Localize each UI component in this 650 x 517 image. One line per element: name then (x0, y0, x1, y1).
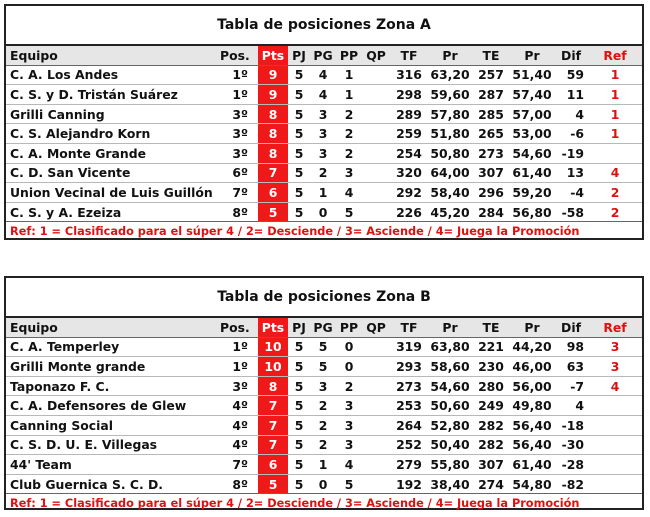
position-cell: 3º (232, 106, 248, 122)
pr-for-cell: 54,60 (430, 378, 470, 394)
points-cell: 7 (258, 163, 288, 183)
table-row (6, 124, 642, 144)
tf-cell: 192 (396, 476, 422, 492)
team-name-cell: C. S. y A. Ezeiza (10, 204, 122, 220)
team-name-cell: C. A. Los Andes (10, 67, 119, 83)
te-cell: 221 (478, 339, 504, 355)
team-name-cell: C. A. Temperley (10, 339, 120, 355)
played-cell: 5 (294, 358, 304, 374)
table-row (6, 104, 642, 124)
tf-cell: 292 (396, 184, 422, 200)
ref-cell: 2 (610, 204, 620, 220)
points-cell: 10 (258, 357, 288, 377)
lost-cell: 1 (344, 86, 354, 102)
zone-a-ref-note: Ref: 1 = Clasificado para el súper 4 / 2= Desciende / 3= Asciende / 4= Juega la Promoción (10, 225, 580, 239)
points-cell: 9 (258, 65, 288, 85)
points-cell: 10 (258, 337, 288, 357)
te-cell: 230 (478, 358, 504, 374)
zone-b-title: Tabla de posiciones Zona B (6, 278, 642, 318)
pr-for-cell: 58,60 (430, 358, 470, 374)
col-pg-header: PG (310, 318, 336, 337)
pr-against-cell: 49,80 (512, 398, 552, 414)
te-cell: 265 (478, 126, 504, 142)
zone-a-body (6, 65, 642, 222)
col-pj-header: PJ (288, 46, 310, 65)
te-cell: 285 (478, 106, 504, 122)
position-cell: 7º (232, 184, 248, 200)
table-row (6, 202, 642, 222)
team-name-cell: Club Guernica S. C. D. (10, 476, 163, 492)
tf-cell: 279 (396, 456, 422, 472)
position-cell: 6º (232, 165, 248, 181)
ref-cell: 1 (610, 126, 620, 142)
team-name-cell: C. A. Monte Grande (10, 145, 146, 161)
zone-a-standings (4, 4, 644, 240)
qp-cell (362, 202, 390, 222)
col-te-header: TE (472, 46, 510, 65)
col-pr-for-header: Pr (428, 318, 472, 337)
col-pr-against-header: Pr (510, 46, 554, 65)
position-cell: 4º (232, 417, 248, 433)
pr-for-cell: 63,80 (430, 339, 470, 355)
lost-cell: 3 (344, 417, 354, 433)
difference-cell: -7 (570, 378, 584, 394)
ref-cell: 1 (610, 86, 620, 102)
qp-cell (362, 396, 390, 416)
tf-cell: 259 (396, 126, 422, 142)
difference-cell: -19 (561, 145, 584, 161)
points-cell: 8 (258, 143, 288, 163)
col-pr-for-header: Pr (428, 46, 472, 65)
qp-cell (362, 415, 390, 435)
points-cell: 8 (258, 104, 288, 124)
col-pp-header: PP (336, 46, 362, 65)
played-cell: 5 (294, 106, 304, 122)
ref-cell (588, 474, 642, 494)
ref-cell (588, 455, 642, 475)
difference-cell: -28 (561, 456, 584, 472)
tf-cell: 264 (396, 417, 422, 433)
pr-for-cell: 38,40 (430, 476, 470, 492)
col-pp-header: PP (336, 318, 362, 337)
team-name-cell: Canning Social (10, 417, 113, 433)
te-cell: 273 (478, 145, 504, 161)
position-cell: 1º (232, 339, 248, 355)
played-cell: 5 (294, 184, 304, 200)
tf-cell: 316 (396, 67, 422, 83)
col-te-header: TE (472, 318, 510, 337)
position-cell: 3º (232, 145, 248, 161)
position-cell: 4º (232, 398, 248, 414)
lost-cell: 0 (344, 339, 354, 355)
pr-for-cell: 64,00 (430, 165, 470, 181)
lost-cell: 2 (344, 145, 354, 161)
lost-cell: 4 (344, 456, 354, 472)
won-cell: 0 (318, 204, 328, 220)
pr-against-cell: 54,60 (512, 145, 552, 161)
ref-cell: 4 (610, 378, 620, 394)
points-cell: 7 (258, 415, 288, 435)
played-cell: 5 (294, 339, 304, 355)
lost-cell: 5 (344, 476, 354, 492)
col-pj-header: PJ (288, 318, 310, 337)
tf-cell: 298 (396, 86, 422, 102)
points-cell: 9 (258, 85, 288, 105)
team-name-cell: C. S. y D. Tristán Suárez (10, 86, 178, 102)
zone-b-standings (4, 276, 644, 510)
pr-against-cell: 44,20 (512, 339, 552, 355)
qp-cell (362, 85, 390, 105)
lost-cell: 3 (344, 165, 354, 181)
won-cell: 3 (318, 378, 328, 394)
team-name-cell: C. S. D. U. E. Villegas (10, 437, 158, 453)
ref-cell: 3 (610, 358, 620, 374)
played-cell: 5 (294, 437, 304, 453)
table-row (6, 376, 642, 396)
team-name-cell: 44' Team (10, 456, 72, 472)
tf-cell: 319 (396, 339, 422, 355)
col-equipo-header: Equipo (6, 46, 220, 65)
pr-for-cell: 52,80 (430, 417, 470, 433)
lost-cell: 1 (344, 67, 354, 83)
table-row (6, 474, 642, 494)
tf-cell: 293 (396, 358, 422, 374)
pr-for-cell: 50,40 (430, 437, 470, 453)
position-cell: 8º (232, 476, 248, 492)
difference-cell: 4 (575, 398, 584, 414)
position-cell: 4º (232, 437, 248, 453)
won-cell: 3 (318, 106, 328, 122)
col-pos-header: Pos. (220, 46, 258, 65)
qp-cell (362, 357, 390, 377)
te-cell: 282 (478, 437, 504, 453)
team-name-cell: C. D. San Vicente (10, 165, 131, 181)
lost-cell: 2 (344, 106, 354, 122)
zone-a-title: Tabla de posiciones Zona A (6, 6, 642, 46)
points-cell: 6 (258, 183, 288, 203)
col-tf-header: TF (390, 46, 428, 65)
te-cell: 307 (478, 456, 504, 472)
lost-cell: 2 (344, 378, 354, 394)
tf-cell: 289 (396, 106, 422, 122)
ref-cell (588, 396, 642, 416)
played-cell: 5 (294, 204, 304, 220)
pr-against-cell: 61,40 (512, 165, 552, 181)
team-name-cell: Grilli Monte grande (10, 358, 146, 374)
team-name-cell: Taponazo F. C. (10, 378, 110, 394)
table-row (6, 337, 642, 357)
won-cell: 3 (318, 145, 328, 161)
lost-cell: 3 (344, 398, 354, 414)
qp-cell (362, 65, 390, 85)
pr-for-cell: 55,80 (430, 456, 470, 472)
qp-cell (362, 143, 390, 163)
points-cell: 6 (258, 455, 288, 475)
qp-cell (362, 104, 390, 124)
table-row (6, 143, 642, 163)
col-qp-header: QP (362, 318, 390, 337)
col-pos-header: Pos. (220, 318, 258, 337)
position-cell: 1º (232, 358, 248, 374)
col-pts-header: Pts (258, 46, 288, 65)
pr-for-cell: 59,60 (430, 86, 470, 102)
zone-b-header-row (6, 318, 642, 337)
ref-cell: 2 (610, 184, 620, 200)
played-cell: 5 (294, 145, 304, 161)
qp-cell (362, 124, 390, 144)
pr-against-cell: 56,40 (512, 437, 552, 453)
table-row (6, 396, 642, 416)
table-row (6, 163, 642, 183)
won-cell: 5 (318, 358, 328, 374)
table-row (6, 435, 642, 455)
table-row (6, 357, 642, 377)
pr-against-cell: 61,40 (512, 456, 552, 472)
lost-cell: 4 (344, 184, 354, 200)
col-ref-header: Ref (588, 318, 642, 337)
played-cell: 5 (294, 398, 304, 414)
won-cell: 2 (318, 417, 328, 433)
difference-cell: 4 (575, 106, 584, 122)
ref-cell: 3 (610, 339, 620, 355)
points-cell: 7 (258, 396, 288, 416)
difference-cell: 98 (566, 339, 584, 355)
table-row (6, 65, 642, 85)
pr-for-cell: 58,40 (430, 184, 470, 200)
won-cell: 1 (318, 456, 328, 472)
qp-cell (362, 376, 390, 396)
difference-cell: 11 (566, 86, 584, 102)
pr-against-cell: 57,00 (512, 106, 552, 122)
te-cell: 307 (478, 165, 504, 181)
qp-cell (362, 474, 390, 494)
pr-for-cell: 45,20 (430, 204, 470, 220)
won-cell: 4 (318, 86, 328, 102)
zone-b-ref-note: Ref: 1 = Clasificado para el súper 4 / 2= Desciende / 3= Asciende / 4= Juega la Promoción (10, 497, 580, 511)
te-cell: 257 (478, 67, 504, 83)
team-name-cell: C. A. Defensores de Glew (10, 398, 187, 414)
pr-against-cell: 51,40 (512, 67, 552, 83)
played-cell: 5 (294, 67, 304, 83)
te-cell: 284 (478, 204, 504, 220)
difference-cell: -6 (570, 126, 584, 142)
pr-for-cell: 51,80 (430, 126, 470, 142)
te-cell: 249 (478, 398, 504, 414)
table-row (6, 415, 642, 435)
pr-against-cell: 54,80 (512, 476, 552, 492)
te-cell: 296 (478, 184, 504, 200)
pr-against-cell: 59,20 (512, 184, 552, 200)
difference-cell: -30 (561, 437, 584, 453)
lost-cell: 2 (344, 126, 354, 142)
points-cell: 8 (258, 376, 288, 396)
pr-against-cell: 56,00 (512, 378, 552, 394)
position-cell: 3º (232, 126, 248, 142)
difference-cell: -4 (570, 184, 584, 200)
tf-cell: 273 (396, 378, 422, 394)
te-cell: 280 (478, 378, 504, 394)
pr-against-cell: 53,00 (512, 126, 552, 142)
played-cell: 5 (294, 476, 304, 492)
tf-cell: 254 (396, 145, 422, 161)
ref-cell (588, 435, 642, 455)
col-qp-header: QP (362, 46, 390, 65)
won-cell: 4 (318, 67, 328, 83)
pr-for-cell: 50,80 (430, 145, 470, 161)
qp-cell (362, 337, 390, 357)
played-cell: 5 (294, 456, 304, 472)
won-cell: 5 (318, 339, 328, 355)
team-name-cell: Grilli Canning (10, 106, 105, 122)
tf-cell: 252 (396, 437, 422, 453)
won-cell: 1 (318, 184, 328, 200)
tf-cell: 253 (396, 398, 422, 414)
pr-against-cell: 56,80 (512, 204, 552, 220)
difference-cell: -82 (561, 476, 584, 492)
position-cell: 1º (232, 86, 248, 102)
col-pg-header: PG (310, 46, 336, 65)
table-row (6, 183, 642, 203)
pr-for-cell: 50,60 (430, 398, 470, 414)
table-row (6, 455, 642, 475)
won-cell: 0 (318, 476, 328, 492)
points-cell: 5 (258, 474, 288, 494)
won-cell: 2 (318, 165, 328, 181)
te-cell: 287 (478, 86, 504, 102)
position-cell: 1º (232, 67, 248, 83)
zone-a-header-row (6, 46, 642, 65)
position-cell: 3º (232, 378, 248, 394)
played-cell: 5 (294, 417, 304, 433)
difference-cell: 13 (566, 165, 584, 181)
col-ref-header: Ref (588, 46, 642, 65)
difference-cell: 59 (566, 67, 584, 83)
col-pr-against-header: Pr (510, 318, 554, 337)
qp-cell (362, 163, 390, 183)
ref-cell: 1 (610, 67, 620, 83)
won-cell: 2 (318, 398, 328, 414)
played-cell: 5 (294, 86, 304, 102)
points-cell: 5 (258, 202, 288, 222)
pr-for-cell: 57,80 (430, 106, 470, 122)
col-dif-header: Dif (554, 46, 588, 65)
pr-against-cell: 57,40 (512, 86, 552, 102)
col-dif-header: Dif (554, 318, 588, 337)
col-pts-header: Pts (258, 318, 288, 337)
zone-a-table (6, 46, 642, 222)
tf-cell: 226 (396, 204, 422, 220)
difference-cell: -58 (561, 204, 584, 220)
pr-against-cell: 46,00 (512, 358, 552, 374)
pr-for-cell: 63,20 (430, 67, 470, 83)
pr-against-cell: 56,40 (512, 417, 552, 433)
tf-cell: 320 (396, 165, 422, 181)
col-tf-header: TF (390, 318, 428, 337)
played-cell: 5 (294, 126, 304, 142)
te-cell: 274 (478, 476, 504, 492)
points-cell: 8 (258, 124, 288, 144)
position-cell: 8º (232, 204, 248, 220)
position-cell: 7º (232, 456, 248, 472)
zone-b-table (6, 318, 642, 494)
team-name-cell: Union Vecinal de Luis Guillón (10, 184, 213, 200)
won-cell: 3 (318, 126, 328, 142)
zone-b-body (6, 337, 642, 494)
won-cell: 2 (318, 437, 328, 453)
col-equipo-header: Equipo (6, 318, 220, 337)
qp-cell (362, 455, 390, 475)
difference-cell: 63 (566, 358, 584, 374)
ref-cell (588, 415, 642, 435)
ref-cell: 1 (610, 106, 620, 122)
lost-cell: 0 (344, 358, 354, 374)
ref-cell (588, 143, 642, 163)
qp-cell (362, 435, 390, 455)
points-cell: 7 (258, 435, 288, 455)
ref-cell: 4 (610, 165, 620, 181)
te-cell: 282 (478, 417, 504, 433)
lost-cell: 5 (344, 204, 354, 220)
lost-cell: 3 (344, 437, 354, 453)
team-name-cell: C. S. Alejandro Korn (10, 126, 151, 142)
difference-cell: -18 (561, 417, 584, 433)
played-cell: 5 (294, 378, 304, 394)
table-row (6, 85, 642, 105)
played-cell: 5 (294, 165, 304, 181)
qp-cell (362, 183, 390, 203)
